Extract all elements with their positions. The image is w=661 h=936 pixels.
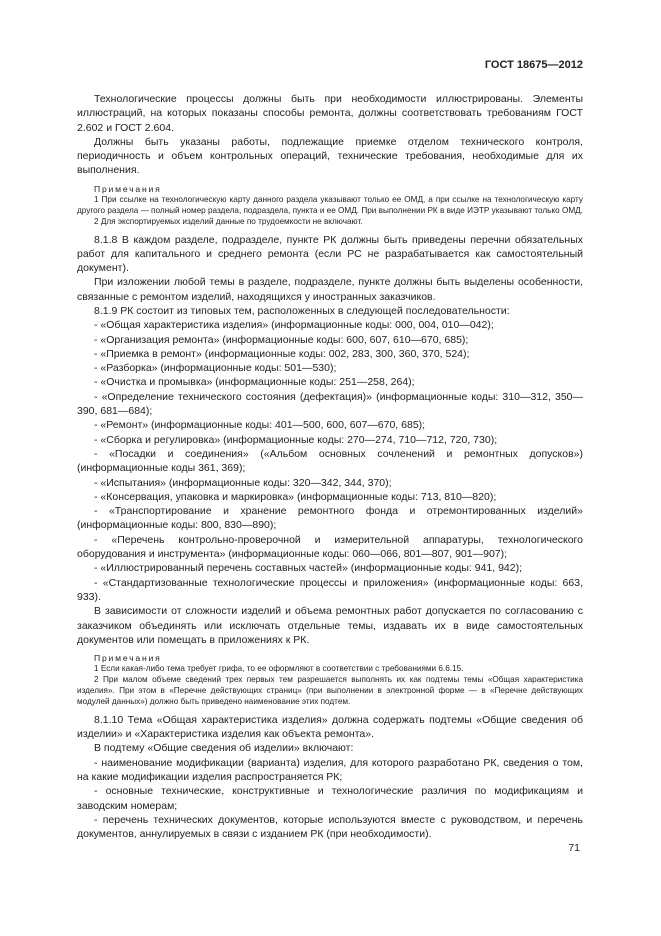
topic-list [77,318,583,604]
list-item: - «Консервация, упаковка и маркировка» (информационные коды: 713, 810—820); [94,490,497,503]
paragraph: Технологические процессы должны быть при необходимости иллюстрированы. Элементы иллюстраций, на которых показаны способы ремонта, должны соответствовать требованиям ГОСТ 2.602 и ГОСТ 2.604. [77,93,583,134]
note-item: 1 Если какая-либо тема требует грифа, то ее оформляют в соответствии с требованиями 6.6.15. [94,664,464,674]
paragraph-8-1-9: 8.1.9 РК состоит из типовых тем, расположенных в следующей последовательности: [94,304,510,317]
list-item: - «Общая характеристика изделия» (информационные коды: 000, 004, 010—042); [94,319,494,332]
page-content [77,92,583,841]
list-item: - наименование модификации (варианта) изделия, для которого разработано РК, сведения о том, на какие модификации изделия распространяется РК; [77,756,583,783]
list-item: - «Иллюстрированный перечень составных частей» (информационные коды: 941, 942); [94,562,523,575]
list-item: - основные технические, конструктивные и технологические различия по модификациям и заводским номерам; [77,785,583,812]
list-item: - «Испытания» (информационные коды: 320—342, 344, 370); [94,476,392,489]
paragraph: При изложении любой темы в разделе, подразделе, пункте должны быть выделены особенности, связанные с ремонтом изделий, находящихся у иностранных заказчиков. [77,276,583,303]
paragraph: В зависимости от сложности изделий и объема ремонтных работ допускается по согласованию с заказчиком объединять или исключать отдельные темы, издавать их в виде самостоятельных документов или помещать в приложениях к РК. [77,605,583,646]
list-item: - «Перечень контрольно-проверочной и измерительной аппаратуры, технологического оборудования и инструмента» (информационные коды: 060—066, 801—807, 901—907); [77,533,583,561]
paragraph-8-1-8: 8.1.8 В каждом разделе, подразделе, пункте РК должны быть приведены перечни обязательных работ для капитального и среднего ремонта (если РС не разрабатывается как самостоятельный документ). [77,233,583,275]
paragraph: В подтему «Общие сведения об изделии» включают: [94,742,354,755]
paragraph: Должны быть указаны работы, подлежащие приемке отделом технического контроля, периодичность и объем контрольных операций, технические требования, необходимые для их выполнения. [77,135,583,177]
list-item: - «Определение технического состояния (дефектация)» (информационные коды: 310—312, 350—390, 681—684); [77,390,583,418]
note-item: 1 При ссылке на технологическую карту данного раздела указывают только ее ОМД, а при ссылке на технологическую карту другого раздела — полный номер раздела, подраздела, пункта и ее ОМД. При выполнении РК в виде ИЭТР указывают только ОМД. [77,194,583,215]
list-item: - «Посадки и соединения» («Альбом основных сочленений и ремонтных допусков») (информационные коды 361, 369); [77,447,583,475]
page-number: 71 [568,842,580,854]
list-item: - «Стандартизованные технологические процессы и приложения» (информационные коды: 663, 933). [77,576,583,603]
list-item: - «Приемка в ремонт» (информационные коды: 002, 283, 300, 360, 370, 524); [94,347,470,360]
list-item: - «Очистка и промывка» (информационные коды: 251—258, 264); [94,376,415,389]
document-header: ГОСТ 18675—2012 [484,59,583,71]
notes-block [77,184,583,228]
notes-title: Примечания [94,653,162,664]
note-item: 2 Для экспортируемых изделий данные по трудоемкости не включают. [94,216,363,226]
list-item: - «Организация ремонта» (информационные коды: 600, 607, 610—670, 685); [94,333,469,346]
list-item: - «Ремонт» (информационные коды: 401—500, 600, 607—670, 685); [94,419,426,432]
list-item: - «Разборка» (информационные коды: 501—530); [94,362,337,375]
note-item: 2 При малом объеме сведений трех первых тем разрешается выполнять их как подтемы темы «Общая характеристика изделия». При этом в «Перечне действующих страниц» (при выполнении в электронной форме — в «Перечне действующих модулей данных») должно быть приведено наименование этих подтем. [77,675,583,706]
list-item: - перечень технических документов, которые используются вместе с руководством, и перечень документов, аннулируемых в связи с изданием РК (при необходимости). [77,813,583,841]
notes-title: Примечания [94,183,162,194]
list-item: - «Сборка и регулировка» (информационные коды: 270—274, 710—712, 720, 730); [94,433,498,446]
list-item: - «Транспортирование и хранение ремонтного фонда и отремонтированных изделий» (информационные коды: 800, 830—890); [77,505,583,532]
notes-block [77,653,583,708]
paragraph-8-1-10: 8.1.10 Тема «Общая характеристика изделия» должна содержать подтемы «Общие сведения об изделии» и «Характеристика изделия как объекта ремонта». [77,713,583,741]
